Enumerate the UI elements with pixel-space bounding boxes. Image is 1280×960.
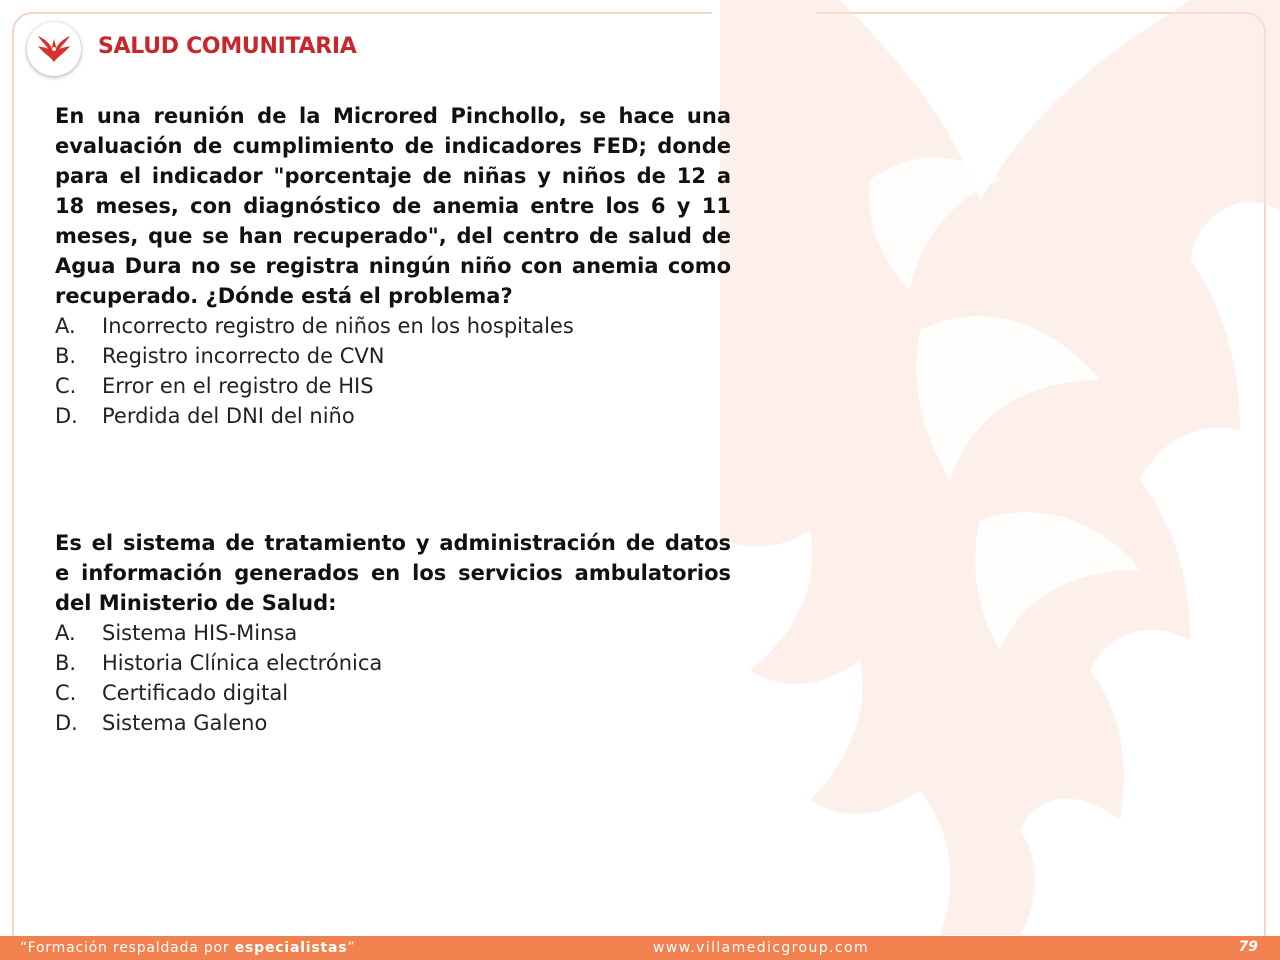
option-letter: C. (55, 681, 77, 705)
option-d (55, 708, 731, 738)
tagline-open: “Formación respaldada por (20, 940, 235, 956)
option-b (55, 341, 731, 371)
option-text: Registro incorrecto de CVN (102, 344, 385, 368)
option-letter: C. (55, 374, 77, 398)
tagline-close: ” (347, 940, 356, 956)
option-text: Historia Clínica electrónica (102, 651, 383, 675)
option-d (55, 401, 731, 431)
footer-bar (0, 936, 1280, 960)
option-text: Perdida del DNI del niño (102, 404, 355, 428)
section-title: SALUD COMUNITARIA (98, 34, 357, 59)
phoenix-logo-icon (34, 32, 74, 66)
logo (27, 22, 81, 76)
option-letter: D. (55, 711, 78, 735)
option-text: Certificado digital (102, 681, 289, 705)
question-1-options (55, 311, 731, 431)
option-letter: A. (55, 621, 76, 645)
question-2-text: Es el sistema de tratamiento y administración de datos e información generados en los servicios ambulatorios del Ministerio de Salud: (55, 531, 731, 615)
option-letter: A. (55, 314, 76, 338)
option-text: Incorrecto registro de niños en los hospitales (102, 314, 574, 338)
question-1-text: En una reunión de la Microred Pinchollo, se hace una evaluación de cumplimiento de indicadores FED; donde para el indicador "porcentaje de niñas y niños de 12 a 18 meses, con diagnóstico de anemia entre los 6 y 11 meses, que se han recuperado", del centro de salud de Agua Dura no se registra ningún niño con anemia como recuperado. ¿Dónde está el problema? (55, 104, 731, 308)
option-a (55, 618, 731, 648)
option-text: Error en el registro de HIS (102, 374, 374, 398)
question-2-options (55, 618, 731, 738)
option-a (55, 311, 731, 341)
page-number: 79 (1238, 939, 1258, 955)
footer-url[interactable]: www.villamedicgroup.com (653, 940, 869, 956)
footer-tagline (20, 940, 355, 956)
option-text: Sistema HIS-Minsa (102, 621, 298, 645)
option-c (55, 371, 731, 401)
option-letter: B. (55, 344, 77, 368)
option-letter: B. (55, 651, 77, 675)
option-letter: D. (55, 404, 78, 428)
phoenix-watermark-icon (720, 0, 1280, 935)
option-text: Sistema Galeno (102, 711, 268, 735)
tagline-bold: especialistas (234, 940, 348, 956)
option-c (55, 678, 731, 708)
option-b (55, 648, 731, 678)
